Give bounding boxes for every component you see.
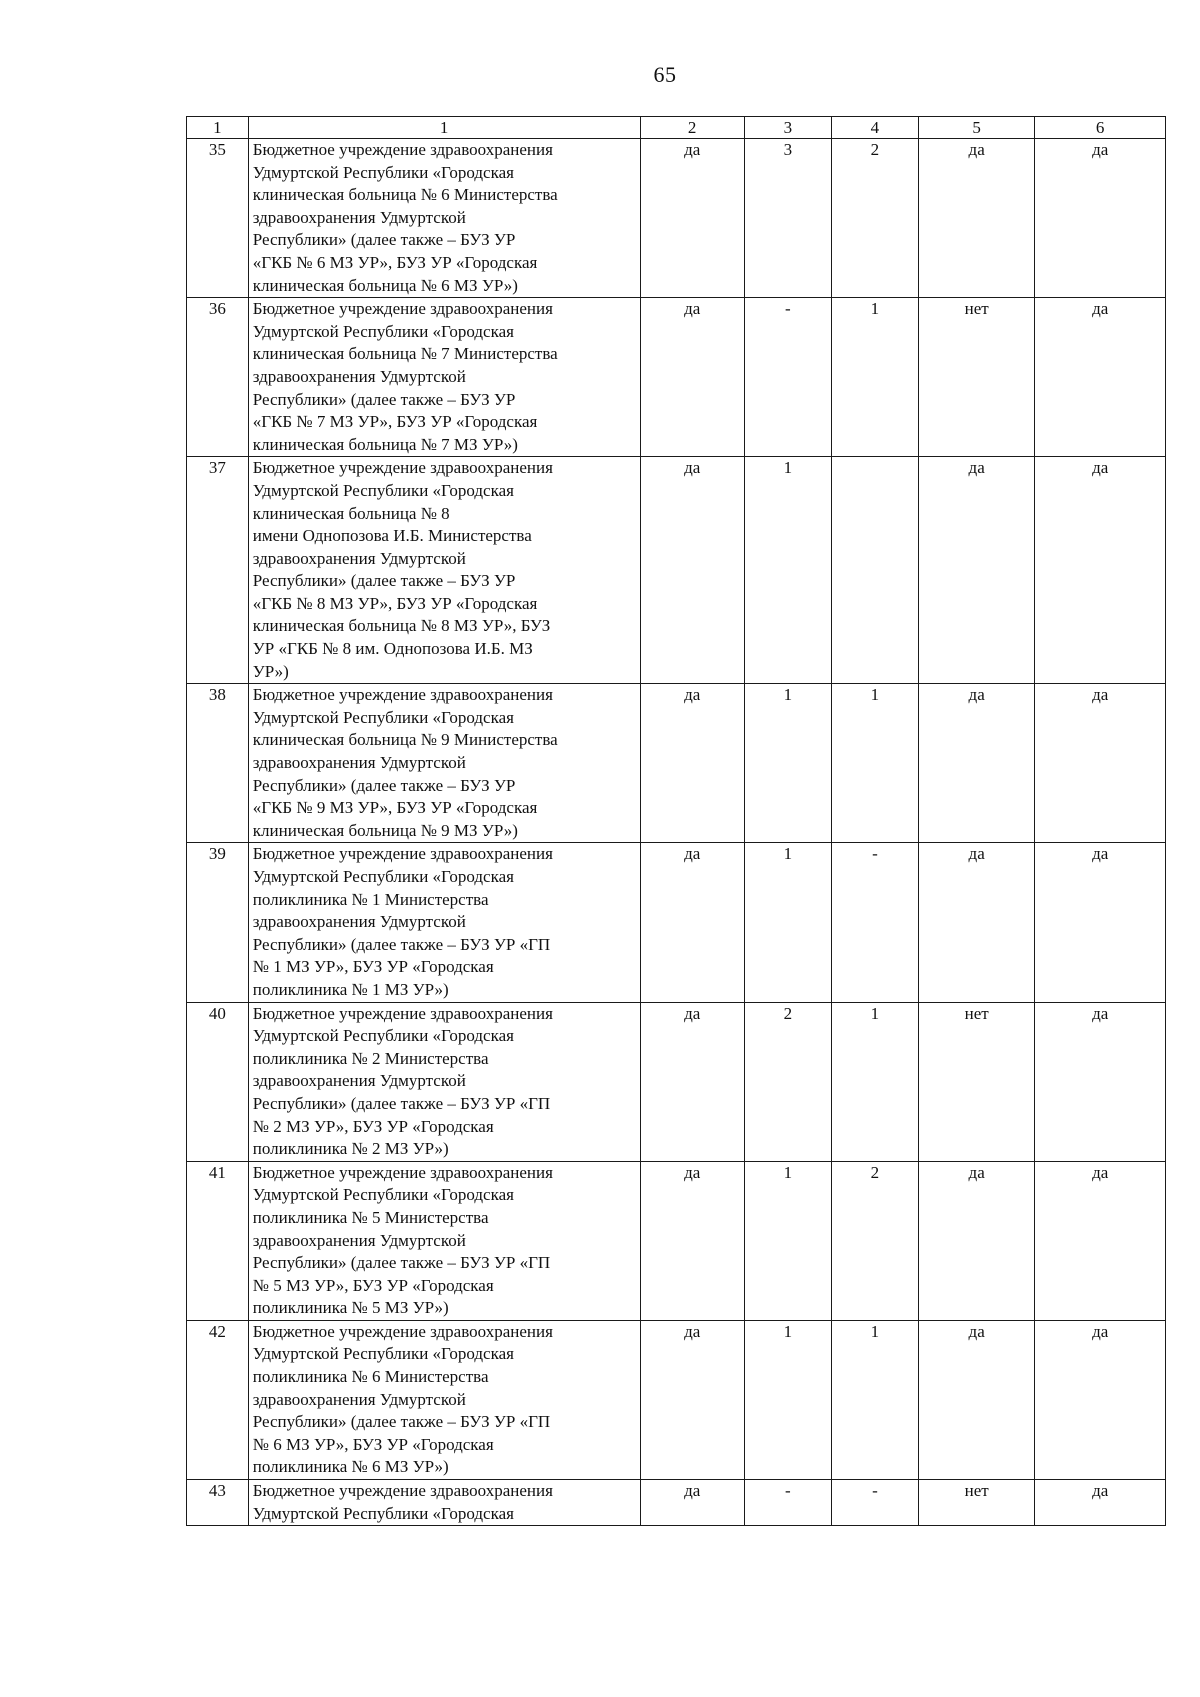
value-cell-c2: да	[640, 684, 744, 843]
institution-name-line: Бюджетное учреждение здравоохранения	[252, 458, 553, 478]
institution-name-line: Бюджетное учреждение здравоохранения	[252, 299, 553, 319]
value-cell-c3: 1	[744, 457, 831, 684]
institution-name-line: Бюджетное учреждение здравоохранения	[252, 1003, 553, 1023]
table-row	[187, 298, 1166, 457]
institution-name	[248, 1320, 640, 1479]
institution-name-line: Удмуртской Республики «Городская	[252, 1185, 514, 1205]
institution-name-line: Бюджетное учреждение здравоохранения	[252, 685, 553, 705]
institution-name-line: Удмуртской Республики «Городская	[252, 707, 514, 727]
institution-name	[248, 298, 640, 457]
institution-name-line: здравоохранения Удмуртской	[252, 548, 466, 568]
row-number: 38	[187, 684, 249, 843]
institution-name-line: поликлиника № 5 Министерства	[252, 1207, 489, 1227]
value-cell-c4: 1	[831, 684, 918, 843]
institution-name-line: здравоохранения Удмуртской	[252, 753, 466, 773]
value-cell-c2: да	[640, 1002, 744, 1161]
header-cell: 3	[744, 117, 831, 139]
institution-name-line: здравоохранения Удмуртской	[252, 1071, 466, 1091]
value-cell-c3: 2	[744, 1002, 831, 1161]
institutions-table	[186, 116, 1166, 1526]
row-number: 43	[187, 1480, 249, 1526]
value-cell-c5: да	[918, 139, 1034, 298]
value-cell-c6: да	[1035, 1320, 1166, 1479]
institution-name-line: Республики» (далее также – БУЗ УР	[252, 571, 516, 591]
institution-name-line: № 1 МЗ УР», БУЗ УР «Городская	[252, 957, 494, 977]
institution-name-line: Бюджетное учреждение здравоохранения	[252, 1162, 553, 1182]
institution-name-line: Бюджетное учреждение здравоохранения	[252, 140, 553, 159]
institution-name-line: клиническая больница № 8 МЗ УР», БУЗ	[252, 616, 551, 636]
institution-name-line: Республики» (далее также – БУЗ УР «ГП	[252, 1093, 551, 1113]
institution-name-line: Удмуртской Республики «Городская	[252, 1503, 514, 1523]
institution-name-line: здравоохранения Удмуртской	[252, 912, 466, 932]
institution-name-line: Бюджетное учреждение здравоохранения	[252, 1481, 553, 1501]
header-cell: 1	[187, 117, 249, 139]
institution-name-line: клиническая больница № 7 МЗ УР»)	[252, 434, 518, 454]
institution-name-line: «ГКБ № 6 МЗ УР», БУЗ УР «Городская	[252, 252, 538, 272]
institution-name	[248, 139, 640, 298]
value-cell-c6: да	[1035, 843, 1166, 1002]
institution-name-line: клиническая больница № 6 МЗ УР»)	[252, 275, 518, 295]
institution-name-line: поликлиника № 2 Министерства	[252, 1048, 489, 1068]
institution-name-line: поликлиника № 1 Министерства	[252, 889, 489, 909]
institution-name	[248, 457, 640, 684]
table-row	[187, 843, 1166, 1002]
institution-name-line: Удмуртской Республики «Городская	[252, 867, 514, 886]
value-cell-c6: да	[1035, 139, 1166, 298]
value-cell-c4	[831, 457, 918, 684]
institution-name-line: поликлиника № 6 МЗ УР»)	[252, 1457, 449, 1477]
institution-name-line: клиническая больница № 9 МЗ УР»)	[252, 820, 518, 840]
row-number: 39	[187, 843, 249, 1002]
value-cell-c3: 1	[744, 684, 831, 843]
institution-name-line: «ГКБ № 9 МЗ УР», БУЗ УР «Городская	[252, 798, 538, 818]
value-cell-c3: 1	[744, 1161, 831, 1320]
value-cell-c6: да	[1035, 1161, 1166, 1320]
institution-name-line: клиническая больница № 7 Министерства	[252, 344, 558, 364]
institution-name-line: Республики» (далее также – БУЗ УР	[252, 389, 516, 409]
value-cell-c5: нет	[918, 1480, 1034, 1526]
row-number: 41	[187, 1161, 249, 1320]
value-cell-c3: 1	[744, 1320, 831, 1479]
value-cell-c2: да	[640, 457, 744, 684]
institution-name-line: Республики» (далее также – БУЗ УР «ГП	[252, 1412, 551, 1432]
institution-name-line: клиническая больница № 8	[252, 503, 450, 523]
institution-name-line: УР «ГКБ № 8 им. Однопозова И.Б. МЗ	[252, 639, 533, 659]
value-cell-c4: 1	[831, 1320, 918, 1479]
header-cell: 4	[831, 117, 918, 139]
institution-name-line: клиническая больница № 6 Министерства	[252, 185, 558, 205]
value-cell-c5: нет	[918, 1002, 1034, 1161]
institution-name-line: Республики» (далее также – БУЗ УР «ГП	[252, 1253, 551, 1273]
institution-name-line: здравоохранения Удмуртской	[252, 207, 466, 227]
value-cell-c4: 2	[831, 1161, 918, 1320]
value-cell-c3: -	[744, 298, 831, 457]
value-cell-c5: да	[918, 1320, 1034, 1479]
header-cell: 2	[640, 117, 744, 139]
value-cell-c6: да	[1035, 1002, 1166, 1161]
value-cell-c5: нет	[918, 298, 1034, 457]
page-number: 65	[653, 62, 677, 87]
row-number: 36	[187, 298, 249, 457]
institution-name	[248, 843, 640, 1002]
institution-name-line: № 2 МЗ УР», БУЗ УР «Городская	[252, 1116, 494, 1136]
value-cell-c6: да	[1035, 298, 1166, 457]
value-cell-c3: 3	[744, 139, 831, 298]
institution-name-line: Удмуртской Республики «Городская	[252, 162, 514, 182]
institution-name-line: «ГКБ № 8 МЗ УР», БУЗ УР «Городская	[252, 593, 538, 613]
institution-name-line: Республики» (далее также – БУЗ УР	[252, 230, 516, 250]
value-cell-c4: 2	[831, 139, 918, 298]
table-row	[187, 457, 1166, 684]
value-cell-c4: 1	[831, 298, 918, 457]
value-cell-c6: да	[1035, 1480, 1166, 1526]
value-cell-c5: да	[918, 684, 1034, 843]
value-cell-c3: 1	[744, 843, 831, 1002]
value-cell-c4: -	[831, 843, 918, 1002]
table-header-row	[187, 117, 1166, 139]
value-cell-c2: да	[640, 1480, 744, 1526]
value-cell-c6: да	[1035, 684, 1166, 843]
value-cell-c2: да	[640, 298, 744, 457]
institution-name-line: поликлиника № 6 Министерства	[252, 1367, 489, 1387]
table-body	[187, 139, 1166, 1526]
table-row	[187, 1320, 1166, 1479]
institution-name-line: № 5 МЗ УР», БУЗ УР «Городская	[252, 1275, 494, 1295]
value-cell-c2: да	[640, 843, 744, 1002]
value-cell-c2: да	[640, 1320, 744, 1479]
value-cell-c5: да	[918, 1161, 1034, 1320]
header-cell: 1	[248, 117, 640, 139]
table-row	[187, 1161, 1166, 1320]
value-cell-c6: да	[1035, 457, 1166, 684]
institution-name-line: Удмуртской Республики «Городская	[252, 1026, 514, 1046]
institution-name-line: «ГКБ № 7 МЗ УР», БУЗ УР «Городская	[252, 412, 538, 432]
table-row	[187, 684, 1166, 843]
row-number: 37	[187, 457, 249, 684]
institution-name-line: Бюджетное учреждение здравоохранения	[252, 1321, 553, 1341]
row-number: 35	[187, 139, 249, 298]
value-cell-c3: -	[744, 1480, 831, 1526]
value-cell-c5: да	[918, 457, 1034, 684]
institution-name-line: Удмуртской Республики «Городская	[252, 321, 514, 341]
header-cell: 6	[1035, 117, 1166, 139]
institution-name-line: имени Однопозова И.Б. Министерства	[252, 526, 532, 546]
institution-name-line: Бюджетное учреждение здравоохранения	[252, 844, 553, 864]
value-cell-c4: 1	[831, 1002, 918, 1161]
institution-name-line: здравоохранения Удмуртской	[252, 1389, 466, 1409]
institution-name-line: Республики» (далее также – БУЗ УР	[252, 775, 516, 795]
institution-name	[248, 1002, 640, 1161]
institution-name	[248, 684, 640, 843]
institution-name-line: поликлиника № 1 МЗ УР»)	[252, 979, 449, 999]
institution-name	[248, 1161, 640, 1320]
institution-name-line: здравоохранения Удмуртской	[252, 366, 466, 386]
institution-name	[248, 1480, 640, 1526]
institution-name-line: поликлиника № 5 МЗ УР»)	[252, 1298, 449, 1318]
institution-name-line: Удмуртской Республики «Городская	[252, 1344, 514, 1364]
institution-name-line: здравоохранения Удмуртской	[252, 1230, 466, 1250]
institution-name-line: клиническая больница № 9 Министерства	[252, 730, 558, 750]
table-row	[187, 139, 1166, 298]
value-cell-c2: да	[640, 1161, 744, 1320]
value-cell-c4: -	[831, 1480, 918, 1526]
header-cell: 5	[918, 117, 1034, 139]
value-cell-c2: да	[640, 139, 744, 298]
institution-name-line: № 6 МЗ УР», БУЗ УР «Городская	[252, 1434, 494, 1454]
row-number: 42	[187, 1320, 249, 1479]
table-row	[187, 1002, 1166, 1161]
row-number: 40	[187, 1002, 249, 1161]
institution-name-line: Республики» (далее также – БУЗ УР «ГП	[252, 934, 551, 954]
institution-name-line: Удмуртской Республики «Городская	[252, 480, 514, 500]
table-row	[187, 1480, 1166, 1526]
institution-name-line: поликлиника № 2 МЗ УР»)	[252, 1139, 449, 1159]
institution-name-line: УР»)	[252, 661, 289, 681]
value-cell-c5: да	[918, 843, 1034, 1002]
